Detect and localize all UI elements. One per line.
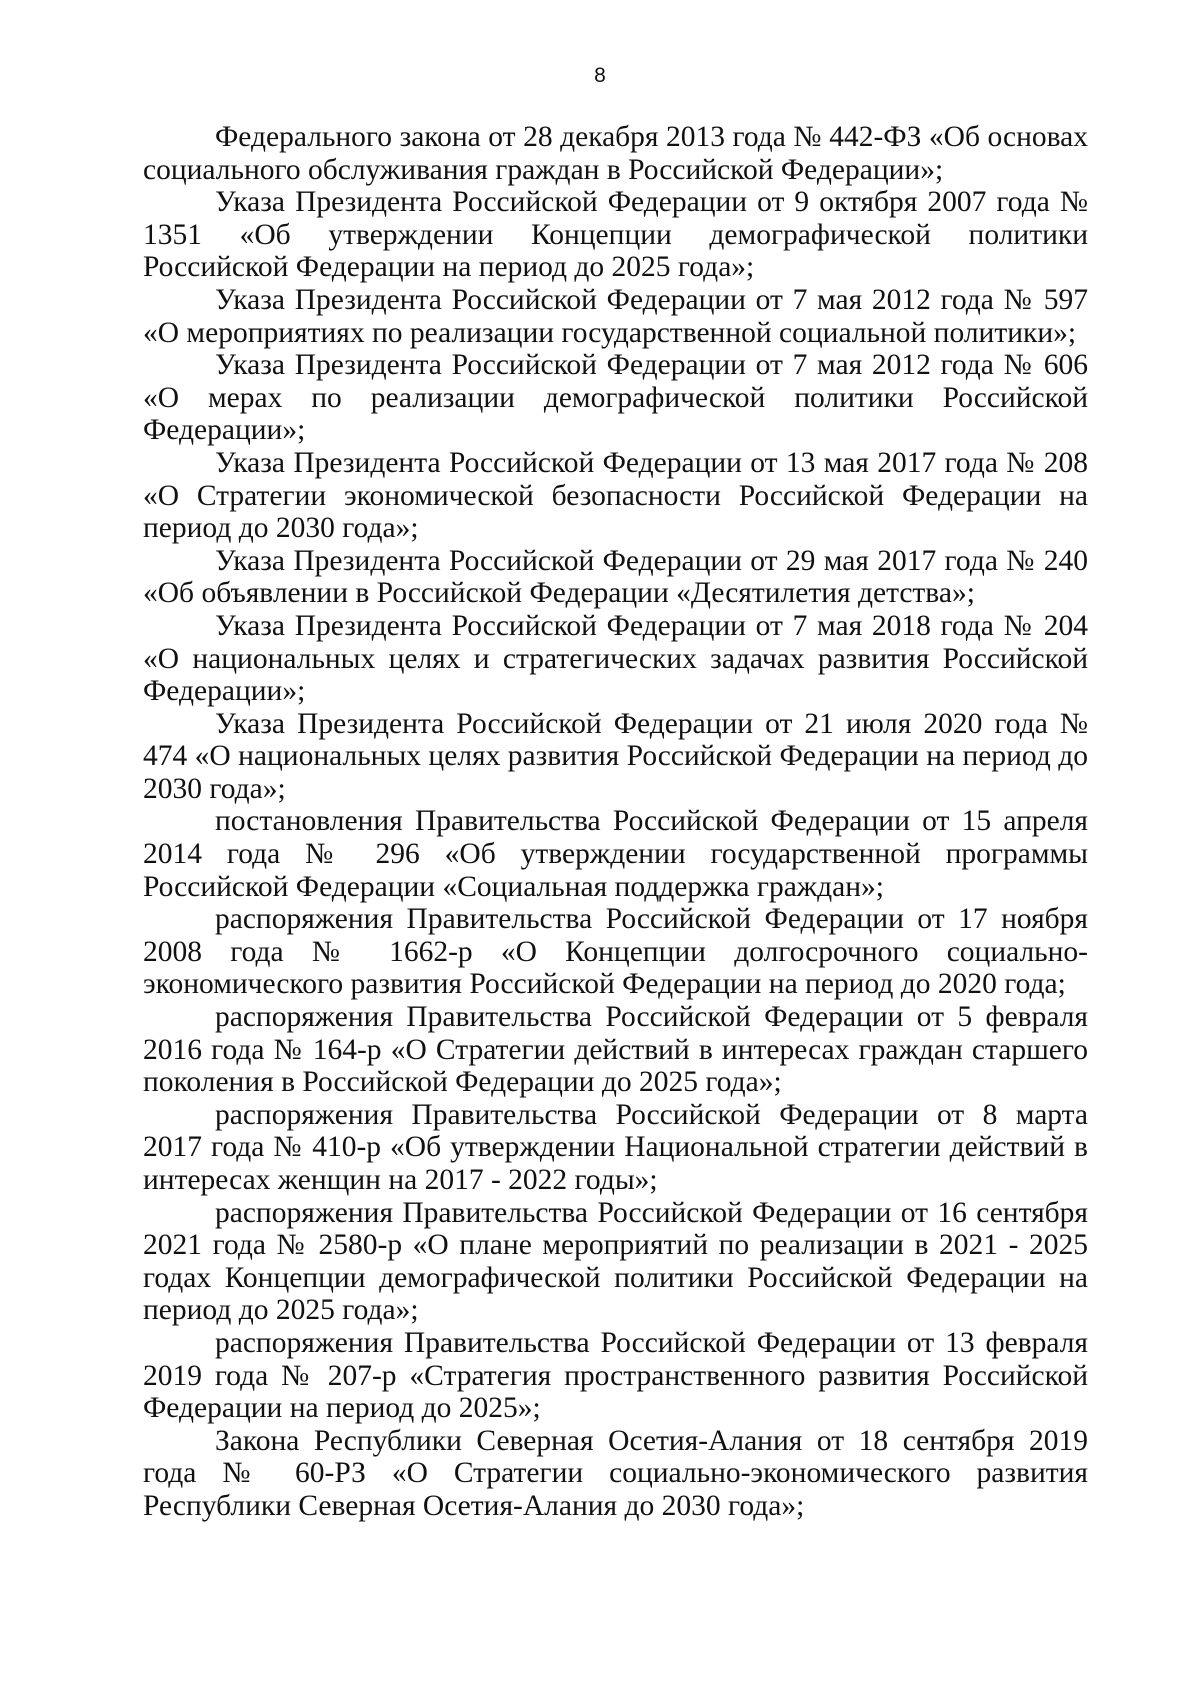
paragraph: Указа Президента Российской Федерации от 7 мая 2018 года № 204 «О национальных целях и стратегических задачах развития Российской Федерации»; xyxy=(143,609,1088,708)
document-body xyxy=(143,121,1088,1523)
paragraph: Указа Президента Российской Федерации от 7 мая 2012 года № 606 «О мерах по реализации демографической политики Российской Федерации»; xyxy=(143,349,1088,447)
paragraph: Федерального закона от 28 декабря 2013 года № 442-ФЗ «Об основах социального обслуживания граждан в Российской Федерации»; xyxy=(143,121,1088,186)
paragraph: Закона Республики Северная Осетия-Алания от 18 сентября 2019 года № 60-РЗ «О Стратегии социально-экономического развития Республики Северная Осетия-Алания до 2030 года»; xyxy=(143,1424,1088,1522)
paragraph: распоряжения Правительства Российской Федерации от 13 февраля 2019 года № 207-р «Стратегия пространственного развития Российской Федерации на период до 2025»; xyxy=(143,1326,1088,1425)
paragraph: распоряжения Правительства Российской Федерации от 17 ноября 2008 года № 1662-р «О Концепции долгосрочного социально-экономического развития Российской Федерации на период до 2020 года; xyxy=(143,903,1088,1001)
paragraph: распоряжения Правительства Российской Федерации от 8 марта 2017 года № 410-р «Об утверждении Национальной стратегии действий в интересах женщин на 2017 - 2022 годы»; xyxy=(143,1098,1088,1196)
paragraph: Указа Президента Российской Федерации от 9 октября 2007 года № 1351 «Об утверждении Концепции демографической политики Российской Федерации на период до 2025 года»; xyxy=(143,186,1088,284)
paragraph: Указа Президента Российской Федерации от 29 мая 2017 года № 240 «Об объявлении в Российской Федерации «Десятилетия детства»; xyxy=(143,544,1088,610)
page-number: 8 xyxy=(594,64,606,87)
paragraph: Указа Президента Российской Федерации от 13 мая 2017 года № 208 «О Стратегии экономической безопасности Российской Федерации на период до 2030 года»; xyxy=(143,446,1088,545)
paragraph: Указа Президента Российской Федерации от 21 июля 2020 года № 474 «О национальных целях развития Российской Федерации на период до 2030 года»; xyxy=(143,707,1088,805)
paragraph: Указа Президента Российской Федерации от 7 мая 2012 года № 597 «О мероприятиях по реализации государственной социальной политики»; xyxy=(143,283,1088,349)
paragraph: распоряжения Правительства Российской Федерации от 5 февраля 2016 года № 164-р «О Стратегии действий в интересах граждан старшего поколения в Российской Федерации до 2025 года»; xyxy=(143,1001,1088,1099)
paragraph: постановления Правительства Российской Федерации от 15 апреля 2014 года № 296 «Об утверждении государственной программы Российской Федерации «Социальная поддержка граждан»; xyxy=(143,805,1088,903)
paragraph: распоряжения Правительства Российской Федерации от 16 сентября 2021 года № 2580-р «О плане мероприятий по реализации в 2021 - 2025 годах Концепции демографической политики Российской Федерации на период до 2025 года»; xyxy=(143,1196,1088,1327)
